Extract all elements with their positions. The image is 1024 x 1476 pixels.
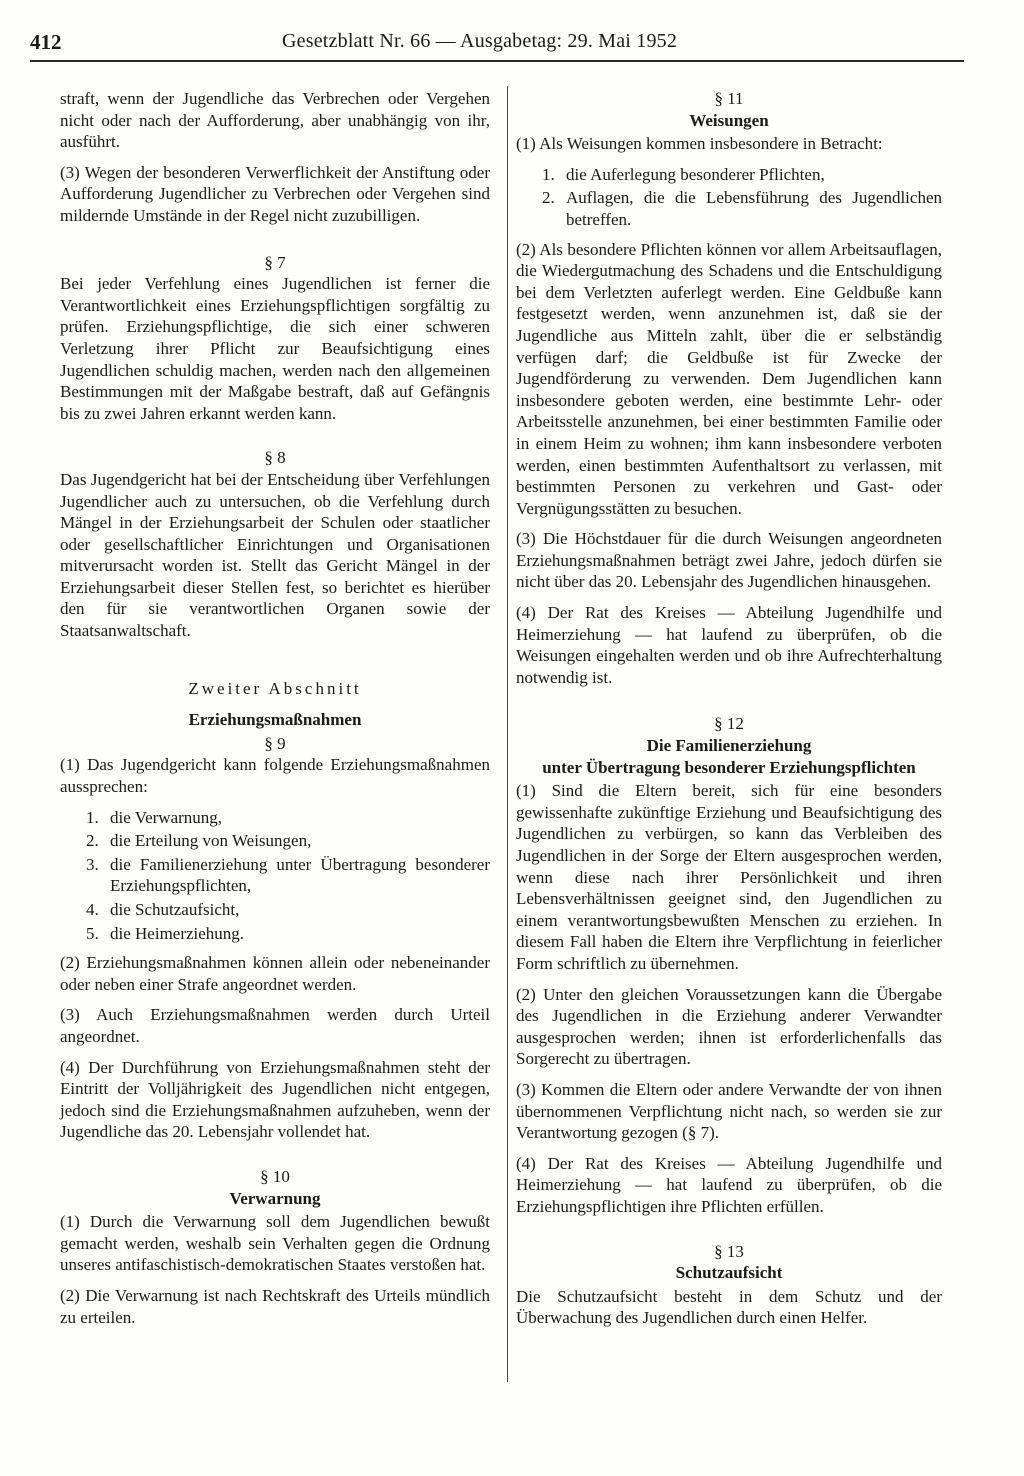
page-header (30, 30, 970, 60)
list-item: 5. die Heimerziehung. (86, 923, 245, 943)
section-11-p2: (2) Als besondere Pflichten können vor allem Arbeitsauflagen, die Wiedergutmachung des Schadens und die Entschuldigung bei dem Verletzten auferlegt werden. Eine Geldbuße kann festgesetzt werden, wenn anzunehmen ist, daß sie der Jugendliche aus Mitteln zahlt, über die er selbständig verfügen darf; die Geldbuße ist für Zwecke der Jugendförderung zu verwenden. Dem Jugendlichen kann insbesondere geboten werden, eine bestimmte Lehr- oder Arbeitsstelle anzunehmen, bei einer bestimmten Familie oder in einem Heim zu wohnen; ihm kann insbesondere verboten werden, einen bestimmten Aufenthaltsort zu verlassen, mit bestimmten Personen zu verkehren und Gast- oder Vergnügungsstätten zu besuchen. (516, 239, 942, 518)
list-item: 1. die Auferlegung besonderer Pflichten, (542, 164, 825, 184)
section-9-number: § 9 (264, 733, 286, 753)
section-10-p2: (2) Die Verwarnung ist nach Rechtskraft des Urteils mündlich zu erteilen. (60, 1285, 490, 1327)
list-item: 4. die Schutzaufsicht, (86, 900, 240, 919)
section-11-title: Weisungen (689, 110, 769, 130)
paragraph-6-3: (3) Wegen der besonderen Verwerflichkeit der Anstiftung oder Aufforderung Jugendlicher zu Verbrechen oder Vergehen sind mildernde Umstände in der Regel nicht zuzubilligen. (60, 162, 490, 225)
section-13-p1: Die Schutzaufsicht besteht in dem Schutz und der Überwachung des Jugendlichen durch einen Helfer. (516, 1286, 942, 1328)
section-12-p1: (1) Sind die Eltern bereit, sich für eine besonders gewissenhafte zukünftige Erziehung und Beaufsichtigung des Jugendlichen zu verbürgen, so kann das Verbleiben des Jugendlichen in der Sorge der Eltern ausgesprochen werden, wenn diese nach ihrer Persönlichkeit und ihren Lebensverhältnissen geeignet sind, den Jugendlichen zu einem verantwortungsbewußten Menschen zu erziehen. In diesem Fall haben die Eltern ihre Verpflichtung in feierlicher Form schriftlich zu übernehmen. (516, 781, 942, 973)
section-9-p4: (4) Der Durchführung von Erziehungsmaßnahmen steht der Eintritt der Volljährigkeit des Jugendlichen nicht entgegen, jedoch sind die Erziehungsmaßnahmen aufzuheben, wenn der Jugendliche das 20. Lebensjahr vollendet hat. (60, 1057, 490, 1142)
page-number: 412 (30, 30, 62, 54)
continuation-paragraph: straft, wenn der Jugendliche das Verbrechen oder Vergehen nicht oder nach der Aufforderung, aber unabhängig von ihr, ausführt. (60, 89, 490, 152)
section-13-title: Schutzaufsicht (675, 1263, 783, 1283)
section-9-p2: (2) Erziehungsmaßnahmen können allein oder nebeneinander oder neben einer Strafe angeordnet werden. (60, 953, 490, 994)
section-9-list (60, 807, 490, 945)
section-12-title-line1: Die Familienerziehung (646, 736, 812, 756)
list-item: 1. die Verwarnung, (86, 807, 223, 827)
list-item: 3. die Familienerziehung unter Übertragung besonderer Erziehungspflichten, (86, 854, 490, 896)
left-column (60, 88, 490, 1337)
header-rule (30, 60, 964, 62)
running-head: Gesetzblatt Nr. 66 — Ausgabetag: 29. Mai 1952 (282, 30, 678, 52)
section-12-p3: (3) Kommen die Eltern oder andere Verwandte der von ihnen übernommenen Verpflichtung nicht nach, so werden sie zur Verantwortung gezogen (§ 7). (516, 1079, 942, 1143)
column-divider (507, 86, 508, 1382)
section-9-p1: (1) Das Jugendgericht kann folgende Erziehungsmaßnahmen aussprechen: (60, 755, 490, 797)
section-10-number: § 10 (260, 1166, 290, 1186)
section-12-p4: (4) Der Rat des Kreises — Abteilung Jugendhilfe und Heimerziehung — hat laufend zu überprüfen, ob die Erziehungspflichtigen ihre Pflichten erfüllen. (516, 1153, 942, 1216)
section-12-p2: (2) Unter den gleichen Voraussetzungen kann die Übergabe des Jugendlichen in die Erziehung anderer Verwandter ausgesprochen werden; ihnen ist erforderlichenfalls das Sorgerecht zu übertragen. (516, 984, 942, 1069)
section-7-number: § 7 (264, 252, 286, 272)
section-11-p3: (3) Die Höchstdauer für die durch Weisungen angeordneten Erziehungsmaßnahmen beträgt zwei Jahre, jedoch dürfen sie nicht über das 20. Lebensjahr des Jugendlichen hinausgehen. (516, 529, 942, 592)
section-9-p3: (3) Auch Erziehungsmaßnahmen werden durch Urteil angeordnet. (60, 1005, 490, 1046)
section-8-text: Das Jugendgericht hat bei der Entscheidung über Verfehlungen Jugendlicher auch zu untersuchen, ob die Verfehlung durch Mängel in der Erziehungsarbeit der Schulen oder staatlicher oder gesellschaftlicher Einrichtungen und Organisationen mitverursacht worden ist. Stellt das Gericht Mängel in der Erziehungsarbeit dieser Stellen fest, so berichtet es hierüber den für sie verantwortlichen Organen sowie der Staatsanwaltschaft. (60, 469, 490, 641)
section-12-title-line2: unter Übertragung besonderer Erziehungspflichten (542, 757, 916, 777)
chapter-heading: Zweiter Abschnitt (188, 678, 362, 698)
section-8-number: § 8 (264, 448, 286, 468)
section-11-p1: (1) Als Weisungen kommen insbesondere in Betracht: (516, 134, 883, 154)
section-12-number: § 12 (714, 714, 744, 734)
section-11-p4: (4) Der Rat des Kreises — Abteilung Jugendhilfe und Heimerziehung — hat laufend zu überprüfen, ob die Weisungen eingehalten werden und ob ihre Aufrechterhaltung notwendig ist. (516, 603, 942, 687)
section-11-number: § 11 (714, 89, 744, 108)
section-11-list (516, 164, 942, 231)
list-item: 2. Auflagen, die die Lebensführung des Jugendlichen betreffen. (542, 188, 942, 229)
section-7-text: Bei jeder Verfehlung eines Jugendlichen ist ferner die Verantwortlichkeit eines Erziehungspflichtigen sorgfältig zu prüfen. Erziehungspflichtige, die sich einer schweren Verletzung ihrer Pflicht zur Beaufsichtigung eines Jugendlichen schuldig machen, werden nach den allgemeinen Bestimmungen mit der Maßgabe bestraft, daß auf Gefängnis bis zu zwei Jahren erkannt werden kann. (60, 274, 490, 423)
section-10-title: Verwarnung (229, 1188, 321, 1208)
chapter-title: Erziehungsmaßnahmen (188, 710, 362, 730)
section-13-number: § 13 (714, 1241, 744, 1261)
section-10-p1: (1) Durch die Verwarnung soll dem Jugendlichen bewußt gemacht werden, weshalb sein Verhalten gegen die Ordnung unseres antifaschistisch-demokratischen Staates verstoßen hat. (60, 1212, 490, 1275)
right-column (516, 88, 942, 1338)
list-item: 2. die Erteilung von Weisungen, (86, 831, 312, 851)
